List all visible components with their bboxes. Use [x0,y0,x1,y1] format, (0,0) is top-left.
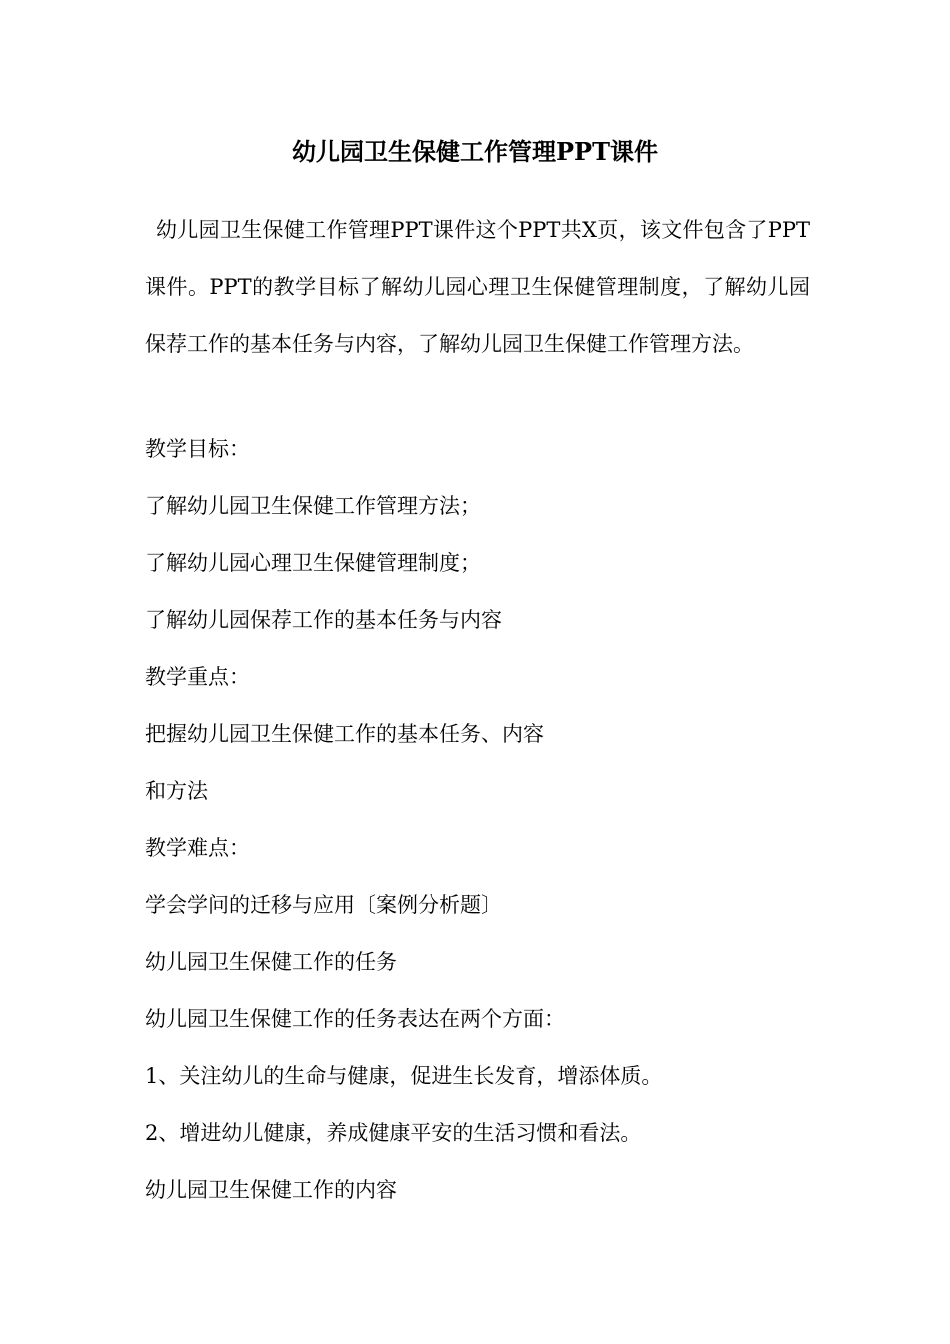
heading-teaching-focus: 教学重点： [145,665,250,689]
task-item: 1、关注幼儿的生命与健康，促进生长发育，增添体质。 [145,1064,663,1088]
heading-teaching-difficulty: 教学难点： [145,836,250,860]
goal-item: 了解幼儿园保荐工作的基本任务与内容 [145,608,502,632]
focus-item: 把握幼儿园卫生保健工作的基本任务、内容 [145,722,544,746]
intro-paragraph: 幼儿园卫生保健工作管理PPT课件这个PPT共X页，该文件包含了PPT课件。PPT的教学目标了解幼儿园心理卫生保健管理制度，了解幼儿园保荐工作的基本任务与内容，了解幼儿园卫生保健工作管理方法。 [145,218,810,356]
goal-item: 了解幼儿园心理卫生保健管理制度； [145,551,481,575]
difficulty-item: 学会学问的迁移与应用〔案例分析题〕 [145,893,502,917]
document-title: 幼儿园卫生保健工作管理PPT课件 [292,137,658,166]
section-heading-tasks: 幼儿园卫生保健工作的任务 [145,950,397,974]
tasks-intro: 幼儿园卫生保健工作的任务表达在两个方面： [145,1007,565,1031]
focus-item-continued: 和方法 [145,779,208,803]
task-item: 2、增进幼儿健康，养成健康平安的生活习惯和看法。 [145,1121,642,1145]
section-heading-content: 幼儿园卫生保健工作的内容 [145,1178,397,1202]
goal-item: 了解幼儿园卫生保健工作管理方法； [145,494,481,518]
heading-teaching-goals: 教学目标： [145,437,250,461]
